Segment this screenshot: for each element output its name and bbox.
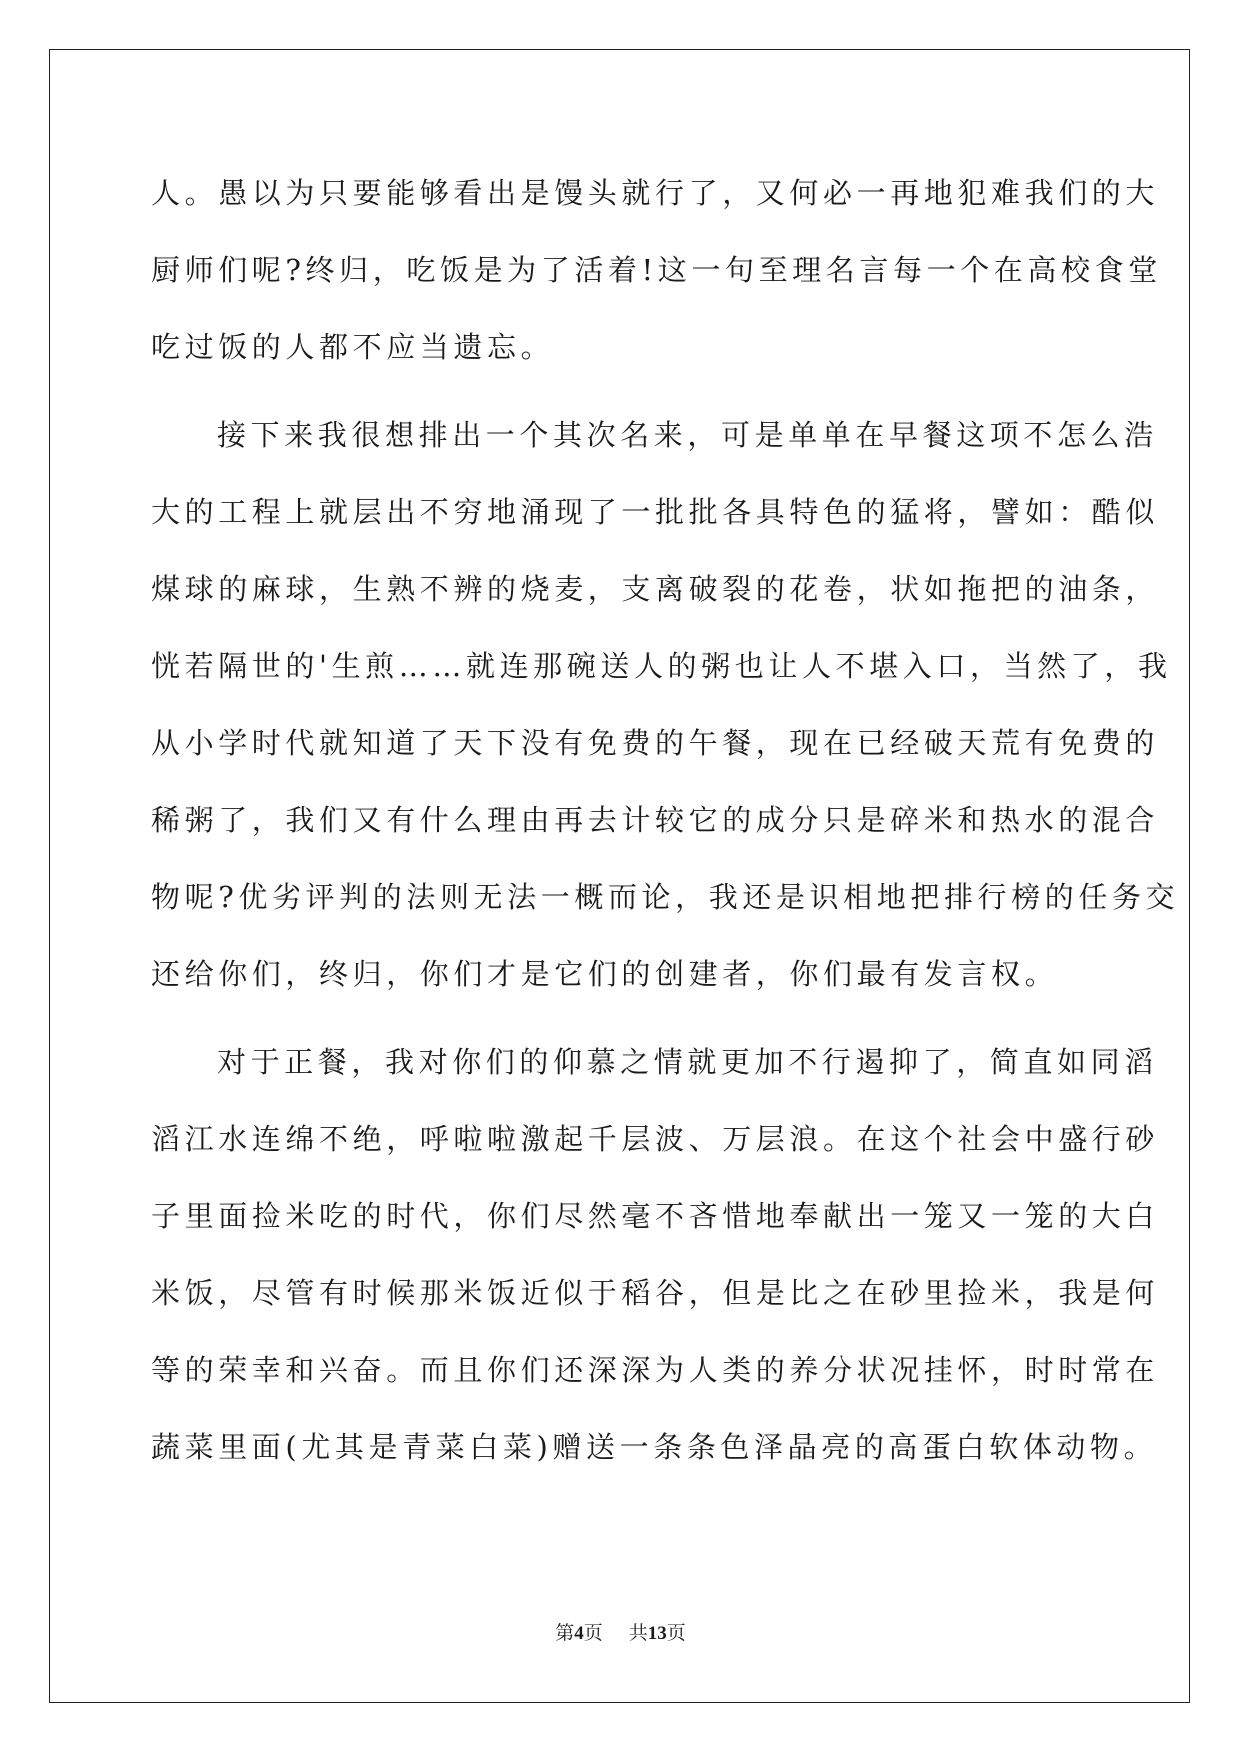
text-line: 煤球的麻球，生熟不辨的烧麦，支离破裂的花卷，状如拖把的油条，: [151, 572, 1160, 606]
text-line: 稀粥了，我们又有什么理由再去计较它的成分只是碎米和热水的混合: [151, 803, 1160, 837]
text-line: 人。愚以为只要能够看出是馒头就行了，又何必一再地犯难我们的大: [151, 176, 1160, 210]
text-line: 滔江水连绵不绝，呼啦啦激起千层波、万层浪。在这个社会中盛行砂: [151, 1122, 1160, 1156]
page-footer: [0, 1618, 1241, 1645]
text-line: 蔬菜里面(尤其是青菜白菜)赠送一条条色泽晶亮的高蛋白软体动物。: [151, 1430, 1158, 1464]
total-suffix: 页: [666, 1623, 686, 1644]
text-line: 大的工程上就层出不穷地涌现了一批批各具特色的猛将，譬如：酷似: [151, 495, 1160, 529]
page-number: 4: [574, 1623, 584, 1644]
text-line: 子里面捡米吃的时代，你们尽然毫不吝惜地奉献出一笼又一笼的大白: [151, 1199, 1160, 1233]
page-suffix: 页: [583, 1623, 603, 1644]
text-line: 厨师们呢?终归，吃饭是为了活着!这一句至理名言每一个在高校食堂: [151, 253, 1162, 287]
text-line: 米饭，尽管有时候那米饭近似于稻谷，但是比之在砂里捡米，我是何: [151, 1276, 1160, 1310]
total-pages: 13: [647, 1623, 667, 1644]
text-line: 吃过饭的人都不应当遗忘。: [151, 330, 555, 364]
text-line: 接下来我很想排出一个其次名来，可是单单在早餐这项不怎么浩: [217, 418, 1158, 452]
paragraph-2: [151, 397, 1180, 1013]
paragraph-3: [151, 1024, 1160, 1486]
text-line: 恍若隔世的'生煎……就连那碗送人的粥也让人不堪入口，当然了，我: [151, 649, 1172, 683]
document-body: [151, 155, 1180, 1486]
paragraph-1: [151, 155, 1162, 386]
text-line: 还给你们，终归，你们才是它们的创建者，你们最有发言权。: [151, 957, 1059, 991]
text-line: 从小学时代就知道了天下没有免费的午餐，现在已经破天荒有免费的: [151, 726, 1160, 760]
total-prefix: 共: [628, 1623, 648, 1644]
text-line: 等的荣幸和兴奋。而且你们还深深为人类的养分状况挂怀，时时常在: [151, 1353, 1160, 1387]
page-prefix: 第: [555, 1623, 575, 1644]
text-line: 物呢?优劣评判的法则无法一概而论，我还是识相地把排行榜的任务交: [151, 880, 1180, 914]
text-line: 对于正餐，我对你们的仰慕之情就更加不行遏抑了，简直如同滔: [217, 1045, 1158, 1079]
